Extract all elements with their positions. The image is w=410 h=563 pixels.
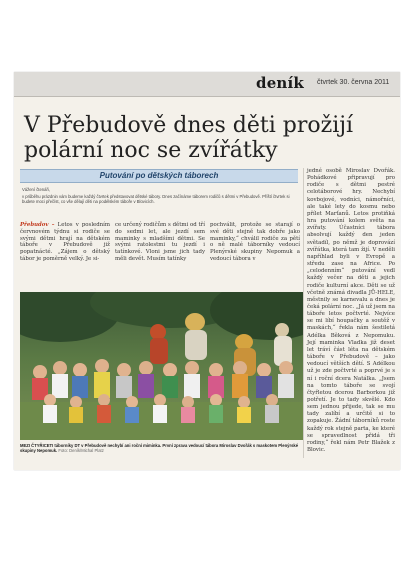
photo-credit: Foto: Deník/Michal Platz: [58, 448, 104, 454]
group-photo-image: [20, 292, 303, 440]
newspaper-clipping: [14, 72, 400, 470]
editor-note-greeting: Vážení čtenáři,: [22, 187, 50, 192]
editor-note: [22, 187, 298, 206]
series-ribbon: [20, 169, 298, 183]
body-column-1: [20, 222, 110, 263]
body-column-2: ce určený rodičům s dětmi od tří do sedmi let, ale jezdí sem maminky s mladšími dětmi. Se svými ratolestmi tu jezdí i tatínkové. Vloni jsme jich tady měli devět. Musím tatínky: [115, 222, 205, 262]
photo-caption-text: MEZI ČTYŘICETI táborníky DT v Přebudově nechybí ani roční miminka. První zprava vedoucí tábora Miroslav Dvořák s maskotem Plenýrské skupiny Nepomuk.: [20, 443, 299, 454]
body-column-1-text: Letos v posledním červnovém týdnu si rodiče se svými dětmi hrají na dětském táboře v Přebudově již popatnácté. „Zájem o dětský tábor je poměrně velký. Je si-: [20, 222, 110, 262]
series-ribbon-label: Putování po dětských táborech: [99, 171, 219, 180]
issue-date: čtvrtek 30. června 2011: [317, 79, 390, 86]
article-headline: V Přebudově dnes děti prožijí polární noc se zvířátky: [24, 113, 354, 163]
editor-note-text: v průběhu prázdnin vám budeme každý čtvrtek představovat dětské tábory. Dnes začínáme táborem rodičů s dětmi v Přebudově. Příští čtvrtek si budete moci přečíst, co vše dělají děti na podélském táboře v Blovicích.: [22, 193, 290, 205]
newspaper-header: [14, 72, 400, 97]
photo-caption: [20, 443, 303, 454]
column-divider: [303, 168, 304, 458]
masthead: deník: [256, 74, 305, 92]
body-column-right: jedné osobě Miroslav Dvořák. Pohádkové připravují pro rodiče s dětmi pestré celotáborové hry. Nechybí kovbojové, vodníci, námořníci, ale také lety do kosmu nebo přílet Marťanů. Letos protiňká hra putování kolem světa na zvířaty. Účastníci tábora absolvují každý den jeden světadíl, po němž je doprovází zvířátka, která tam žijí. V neděli napříhlad byli v Evropě a středu zase na Africe. Po „celodenním“ putování vedl každý večer na děti a jejich rodiče kulturní akce. Děti se už včetně známá divadla JŮ-HELE, městnily se karnevalu a dnes je čeká polární noc. „Já už jsem na táboře letos počtvrté. Nejvíce se mi líbí houpačky a soutěž v maskách,“ řekla nám šestiletá Adélka Běková z Nepomuku. Její maminka Vladka již deset let tráví část léta na dětském táboře v Přebudově – jako vedoucí větších dětí. S Adélkou už je zde počtvrté a poprvé je s ní i roční dcera Natálka. „Jsem na tomto táboře se svojí čtyřletou dcerou Barborkou již potřetí. Je to tady skvělé. Kdo sem jednou přijede, tak se mu tady zalíbí a určitě si to zopakuje. Žádní táborníků roste každý rok stejně parta, ke které se spravedlnost přidá tři rodiny,“ řekl nám Petr Blažek z Blovic.: [307, 168, 395, 454]
dateline: Přebudov –: [20, 222, 55, 228]
article-photo: [20, 292, 303, 440]
body-column-3: pochválit, protože se starají o své děti stejně tak dobře jako maminky,“ chválil rodiče za pětí o ně malé táborníky vedoucí Plenýrské skupiny Nepomuk a vedoucí tábora v: [210, 222, 300, 262]
